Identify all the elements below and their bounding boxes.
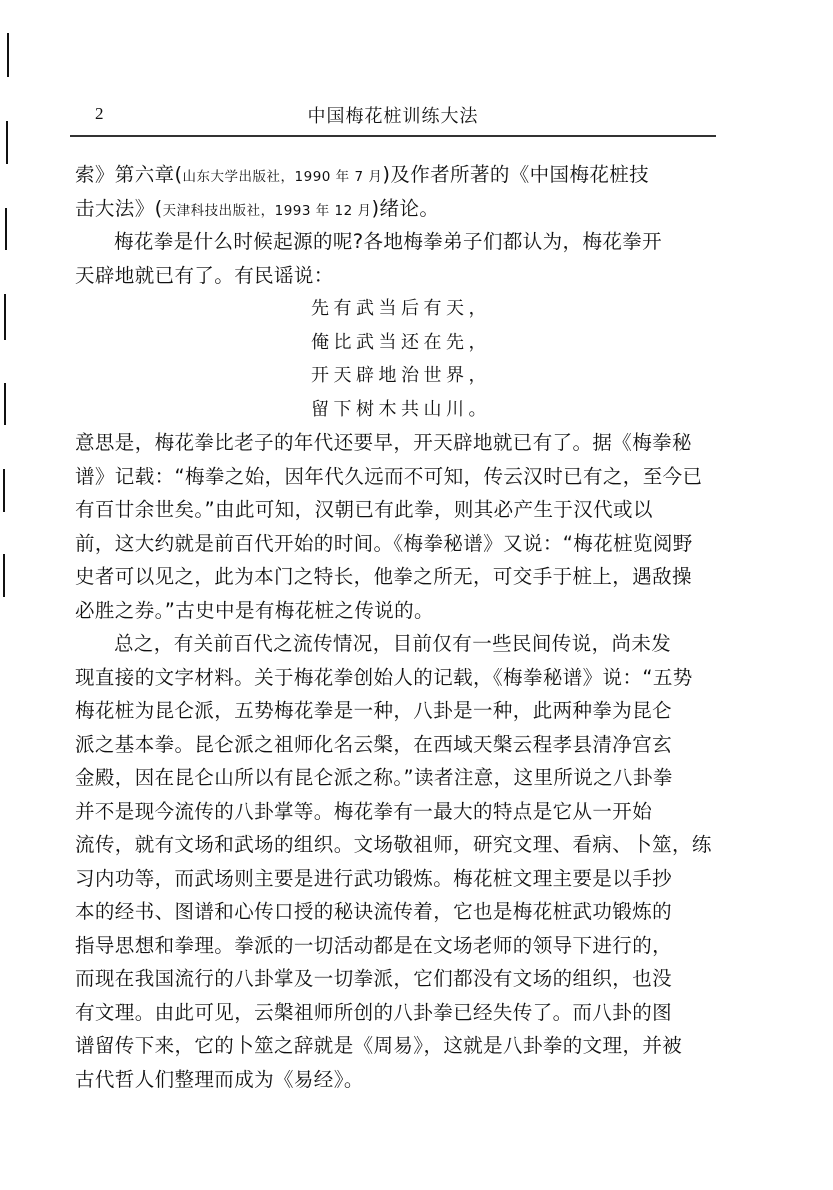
running-title: 中国梅花桩训练大法 [307,106,479,127]
folk-rhyme [75,292,715,426]
binding-mark [3,469,5,512]
text-line: 史者可以见之，此为本门之特长，他拳之所无，可交手于桩上，遇敌操 [75,565,692,588]
text-line: 谱》记载：“梅拳之始，因年代久远而不可知，传云汉时已有之，至今已 [75,464,703,488]
text-span: )及作者所著的《中国梅花桩技 [382,163,650,186]
poem-line: 先有武当后有天， [311,298,491,319]
binding-mark [5,208,7,250]
paragraph-4 [75,627,715,1096]
binding-mark [4,383,6,425]
text-line: 天辟地就已有了。有民谣说： [75,263,334,287]
text-line: 谱留传下来，它的卜筮之辞就是《周易》，这就是八卦拳的文理，并被 [75,1034,683,1057]
text-line: 现直接的文字材料。关于梅花拳创始人的记载，《梅拳秘谱》说：“五势 [75,665,693,689]
binding-mark [6,121,8,164]
binding-mark [4,294,6,340]
binding-mark [7,33,9,77]
text-line: 前，这大约就是前百代开始的时间。《梅拳秘谱》又说：“梅花桩览阅野 [75,531,693,555]
poem-line: 俺比武当还在先， [311,331,491,353]
text-line: 有文理。由此可见，云槃祖师所创的八卦拳已经失传了。而八卦的图 [75,1000,673,1024]
citation-publisher: 天津科技出版社，1993 年 12 月 [162,202,372,219]
text-line [75,192,715,226]
page-header [70,98,716,138]
text-line: 梅花拳是什么时候起源的呢?各地梅拳弟子们都认为，梅花拳开 [114,230,663,253]
text-line: 并不是现今流传的八卦掌等。梅花拳有一最大的特点是它从一开始 [75,799,653,823]
text-line: 意思是，梅花拳比老子的年代还要早，开天辟地就已有了。据《梅拳秘 [75,431,692,454]
text-line: 本的经书、图谱和心传口授的秘诀流传着，它也是梅花桩武功锻炼的 [75,900,673,923]
text-line: 习内功等，而武场则主要是进行武功锻炼。梅花桩文理主要是以手抄 [75,866,673,890]
poem-line: 留下树木共山川。 [311,398,491,420]
citation-publisher: 山东大学出版社，1990 年 7 月 [182,169,383,185]
poem-line: 开天辟地治世界， [311,365,491,386]
text-line: 有百廿余世矣。”由此可知，汉朝已有此拳，则其必产生于汉代或以 [75,498,653,521]
paragraph-3 [75,426,715,627]
text-line: 流传，就有文场和武场的组织。文场敬祖师，研究文理、看病、卜筮，练 [75,833,712,856]
text-line [75,158,715,192]
text-line: 总之，有关前百代之流传情况，目前仅有一些民间传说，尚未发 [114,632,672,655]
paragraph-2 [75,225,715,292]
text-line: 金殿，因在昆仑山所以有昆仑派之称。”读者注意，这里所说之八卦拳 [75,766,673,789]
binding-mark [3,554,5,597]
page-number: 2 [95,104,104,123]
paragraph-1 [75,158,715,225]
text-span: 索》第六章( [75,163,183,186]
text-line: 指导思想和拳理。拳派的一切活动都是在文场老师的领导下进行的， [75,933,673,957]
text-line: 而现在我国流行的八卦掌及一切拳派，它们都没有文场的组织，也没 [75,967,673,990]
text-span: )绪论。 [371,196,440,220]
text-span: 击大法》( [75,196,163,220]
header-rule [70,135,716,137]
text-line: 梅花桩为昆仑派，五势梅花拳是一种，八卦是一种，此两种拳为昆仑 [75,699,673,722]
text-line: 派之基本拳。昆仑派之祖师化名云槃，在西域天槃云程孝县清净宫玄 [75,732,673,756]
text-line: 古代哲人们整理而成为《易经》。 [75,1067,364,1091]
text-line: 必胜之券。”古史中是有梅花桩之传说的。 [75,598,434,622]
body-text [75,158,715,1096]
